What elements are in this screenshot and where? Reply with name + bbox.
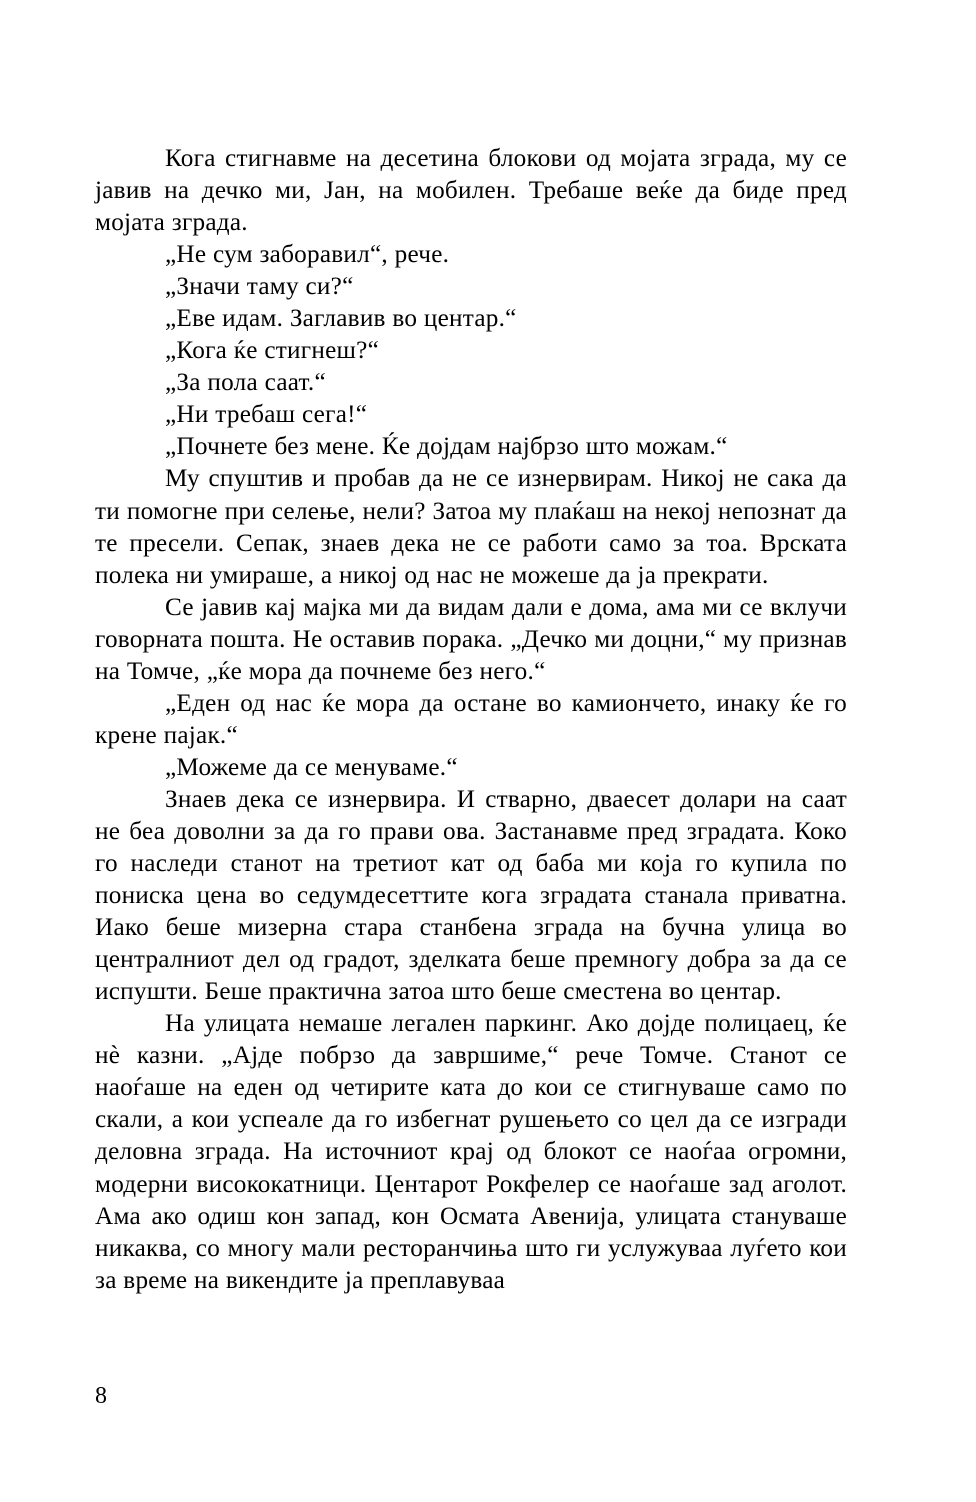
paragraph: „Можеме да се менуваме.“ <box>165 753 458 781</box>
paragraph: „Кога ќе стигнеш?“ <box>165 337 380 365</box>
paragraph: Му спуштив и пробав да не се изнервирам. Никој не сака да ти помогне при селење, нели? Затоа му плаќаш на некој непознат да те пресели. Сепак, знаев дека не се работи само за тоа. Врската полека ни умираше, а никој од нас не можеше да ја прекрати. <box>95 465 847 589</box>
paragraph: Се јавив кај мајка ми да видам дали е дома, ама ми се вклучи говорната пошта. Не оставив порака. „Дечко ми доцни,“ му признав на Томче, „ќе мора да почнеме без него.“ <box>95 593 847 685</box>
paragraph: „Значи таму си?“ <box>165 273 354 301</box>
paragraph: „Еве идам. Заглавив во центар.“ <box>165 305 517 333</box>
page-text-block <box>95 143 847 1297</box>
paragraph: „Не сум заборавил“, рече. <box>165 241 450 269</box>
paragraph: Кога стигнавме на десетина блокови од мојата зграда, му се јавив на дечко ми, Јан, на мобилен. Требаше веќе да биде пред мојата зграда. <box>95 145 847 237</box>
paragraph: Знаев дека се изнервира. И стварно, дваесет долари на саат не беа доволни за да го прави ова. Застанавме пред зградата. Коко го наследи станот на третиот кат од баба ми која го купила по пониска цена во седумдесеттите кога зградата станала приватна. Иако беше мизерна стара станбена зграда на бучна улица во централниот дел од градот, зделката беше премногу добра за да се испушти. Беше практична затоа што беше сместена во центар. <box>95 785 847 1006</box>
paragraph: „Ни требаш сега!“ <box>165 401 368 429</box>
paragraph: „За пола саат.“ <box>165 369 326 397</box>
page-number: 8 <box>95 1383 107 1409</box>
paragraph: На улицата немаше легален паркинг. Ако дојде полицаец, ќе нè казни. „Ајде побрзо да завршиме,“ рече Томче. Станот се наоѓаше на еден од четирите ката до кои се стигнуваше само по скали, а кои успеале да го избегнат рушењето со цел да се изгради деловна зграда. На источниот крај од блокот се наоѓаа огромни, модерни висококатници. Центарот Рокфелер се наоѓаше зад аголот. Ама ако одиш кон запад, кон Осмата Авенија, улицата стануваше никаква, со многу мали ресторанчиња што ги услужуваа луѓето кои за време на викендите ја преплавуваа <box>95 1010 847 1294</box>
paragraph: „Еден од нас ќе мора да остане во камиончето, инаку ќе го крене пајак.“ <box>95 689 847 749</box>
paragraph: „Почнете без мене. Ќе дојдам најбрзо што можам.“ <box>165 433 728 461</box>
